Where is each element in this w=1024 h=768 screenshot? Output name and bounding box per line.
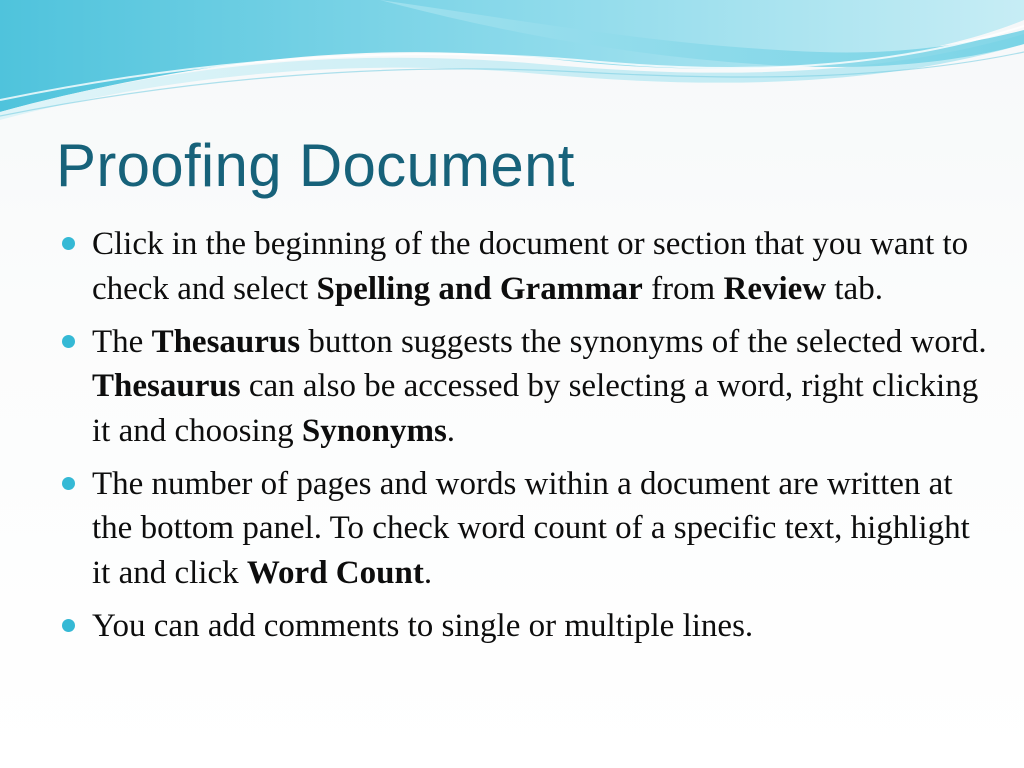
bullet-text: The: [92, 323, 152, 360]
bullet-text: The number of pages and words within a document are written at the bottom panel. To check word count of a specific text, highlight it and click: [92, 465, 970, 591]
bullet-dot-icon: [62, 335, 75, 348]
bullet-text: .: [446, 412, 456, 449]
bullet-text: from: [642, 270, 724, 307]
slide-title: Proofing Document: [56, 132, 575, 199]
bullet-emphasis-text: Review: [723, 270, 827, 307]
bullet-dot-icon: [62, 619, 75, 632]
bullet-text: tab.: [826, 270, 883, 307]
wave-header-decoration: [0, 0, 1024, 130]
bullet-emphasis-text: Thesaurus: [151, 323, 301, 360]
bullet-item: [60, 462, 990, 596]
bullet-list: [60, 222, 990, 657]
bullet-text: You can add comments to single or multiple lines.: [92, 607, 754, 644]
bullet-item: [60, 222, 990, 311]
bullet-dot-icon: [62, 477, 75, 490]
bullet-text: Click in the beginning of the document or section that you want to check and select: [92, 226, 969, 307]
bullet-emphasis-text: Thesaurus: [92, 368, 241, 404]
bullet-item: [60, 320, 990, 454]
bullet-emphasis-text: Spelling and Grammar: [316, 270, 643, 307]
bullet-emphasis-text: Synonyms: [301, 412, 447, 449]
bullet-text: button suggests the synonyms of the selected word.: [300, 323, 987, 360]
bullet-item: [60, 604, 990, 649]
bullet-emphasis-text: Word Count: [246, 554, 424, 591]
bullet-dot-icon: [62, 237, 75, 250]
bullet-text: can also be accessed by selecting a word, right clicking it and choosing: [92, 368, 979, 449]
bullet-text: .: [423, 554, 433, 591]
